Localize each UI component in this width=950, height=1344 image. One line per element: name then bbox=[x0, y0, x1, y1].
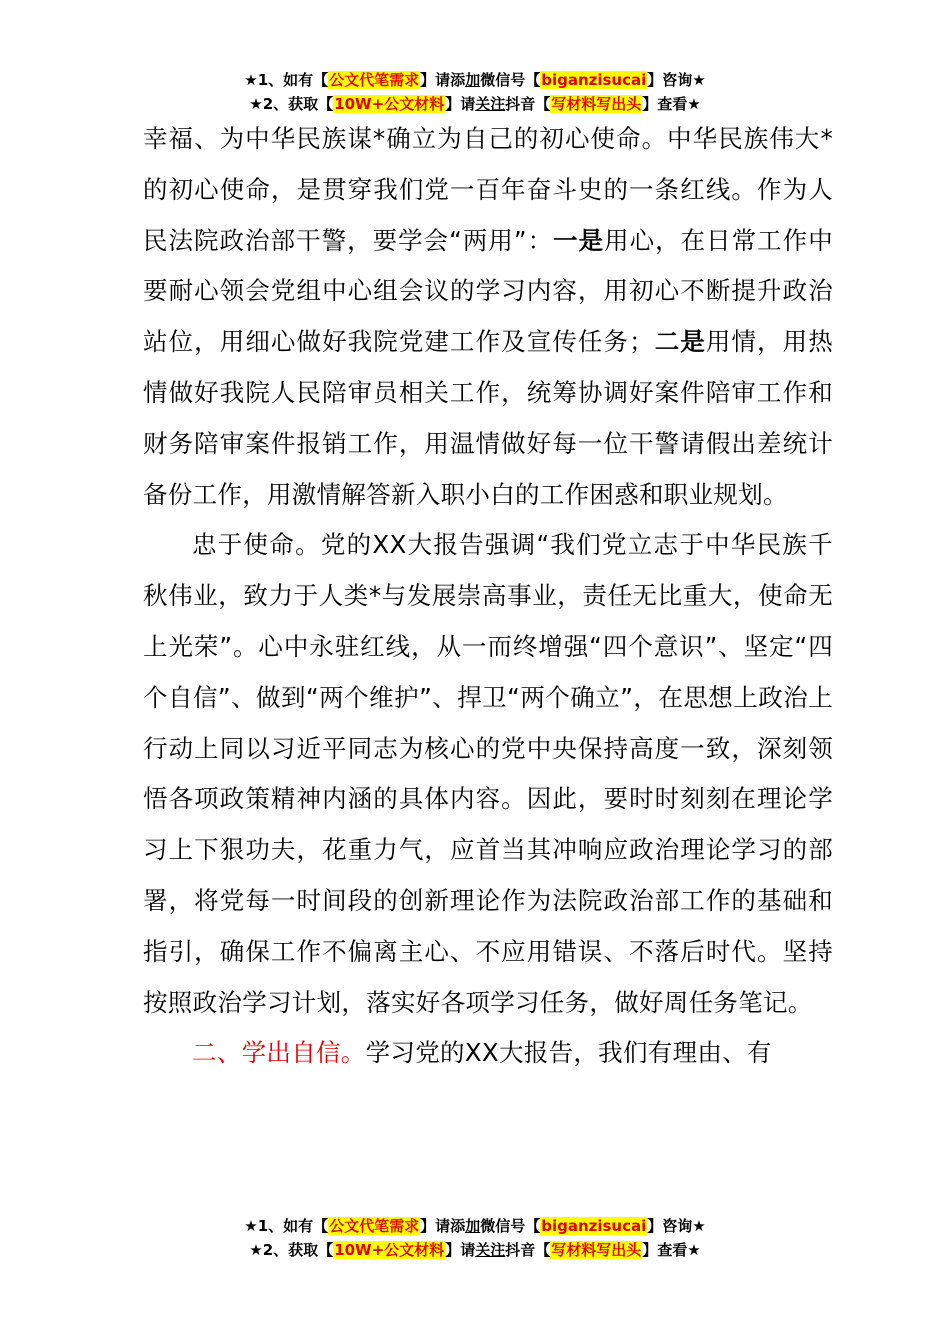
banner-douyin-id: 写材料写出头 bbox=[551, 95, 642, 113]
banner-text: 】请添 bbox=[420, 71, 466, 89]
banner-text: ★1、如有【 bbox=[244, 1217, 329, 1235]
document-body bbox=[143, 114, 833, 1079]
banner-text: 】请 bbox=[445, 1241, 476, 1259]
banner-text: 】咨询★ bbox=[647, 1217, 706, 1235]
banner-text: 抖音【 bbox=[505, 95, 551, 113]
paragraph-text: 用情，用热情做好我院人民陪审员相关工作，统筹协调好案件陪审工作和财务陪审案件报销工作，用温情做好每一位干警请假出差统计备份工作，用激情解答新入职小白的工作困惑和职业规划。 bbox=[143, 327, 833, 509]
banner-text: ★1、如有【 bbox=[244, 71, 329, 89]
banner-text: 】请 bbox=[445, 95, 476, 113]
banner-line-1 bbox=[0, 1214, 950, 1238]
banner-wechat-id: biganzisucai bbox=[541, 71, 647, 89]
banner-text: ★2、获取【 bbox=[249, 95, 334, 113]
paragraph-1 bbox=[143, 114, 833, 520]
banner-highlight: 公文代笔需求 bbox=[329, 71, 420, 89]
banner-text: ★2、获取【 bbox=[249, 1241, 334, 1259]
paragraph-text: 用心，在日常工作中要耐心领会党组中心组会议的学习内容，用初心不断提升政治站位，用细心做好我院党建工作及宣传任务； bbox=[143, 225, 833, 357]
banner-text: 】查看★ bbox=[642, 1241, 701, 1259]
footer-banner bbox=[0, 1214, 950, 1262]
banner-text: 抖音【 bbox=[505, 1241, 551, 1259]
banner-underlined: 加 bbox=[465, 71, 481, 89]
banner-text: 微信号【 bbox=[480, 1217, 541, 1235]
paragraph-2: 忠于使命。党的XX大报告强调“我们党立志于中华民族千秋伟业，致力于人类*与发展崇高事业，责任无比重大，使命无上光荣”。心中永驻红线，从一而终增强“四个意识”、坚定“四个自信”、做到“两个维护”、捍卫“两个确立”，在思想上政治上行动上同以习近平同志为核心的党中央保持高度一致，深刻领悟各项政策精神内涵的具体内容。因此，要时时刻刻在理论学习上下狠功夫，花重力气，应首当其冲响应政治理论学习的部署，将党每一时间段的创新理论作为法院政治部工作的基础和指引，确保工作不偏离主心、不应用错误、不落后时代。坚持按照政治学习计划，落实好各项学习任务，做好周任务笔记。 bbox=[143, 530, 833, 1017]
banner-wechat-id: biganzisucai bbox=[541, 1217, 647, 1235]
banner-highlight: 10W+公文材料 bbox=[334, 95, 445, 113]
banner-text: 】请添 bbox=[420, 1217, 466, 1235]
banner-underlined: 关注 bbox=[475, 95, 506, 113]
banner-highlight: 公文代笔需求 bbox=[329, 1217, 420, 1235]
bold-marker: 一是 bbox=[553, 225, 605, 255]
banner-line-1 bbox=[0, 68, 950, 92]
banner-text: 微信号【 bbox=[480, 71, 541, 89]
paragraph-text: 幸福、为中华民族谋*确立为自己的初心使命。中华民族伟大*的初心使命，是贯穿我们党一百年奋斗史的一条红线。作为人民法院政治部干警，要学会“两用”： bbox=[143, 124, 833, 255]
header-banner bbox=[0, 68, 950, 116]
banner-highlight: 10W+公文材料 bbox=[334, 1241, 445, 1259]
paragraph-3 bbox=[143, 1028, 833, 1079]
banner-line-2 bbox=[0, 1238, 950, 1262]
banner-line-2 bbox=[0, 92, 950, 116]
bold-marker: 二是 bbox=[653, 327, 706, 357]
banner-underlined: 关注 bbox=[475, 1241, 506, 1259]
banner-underlined: 加 bbox=[465, 1217, 481, 1235]
banner-text: 】查看★ bbox=[642, 95, 701, 113]
banner-text: 】咨询★ bbox=[647, 71, 706, 89]
paragraph-text: 学习党的XX大报告，我们有理由、有 bbox=[365, 1038, 772, 1068]
section-heading: 二、学出自信。 bbox=[192, 1038, 366, 1068]
banner-douyin-id: 写材料写出头 bbox=[551, 1241, 642, 1259]
